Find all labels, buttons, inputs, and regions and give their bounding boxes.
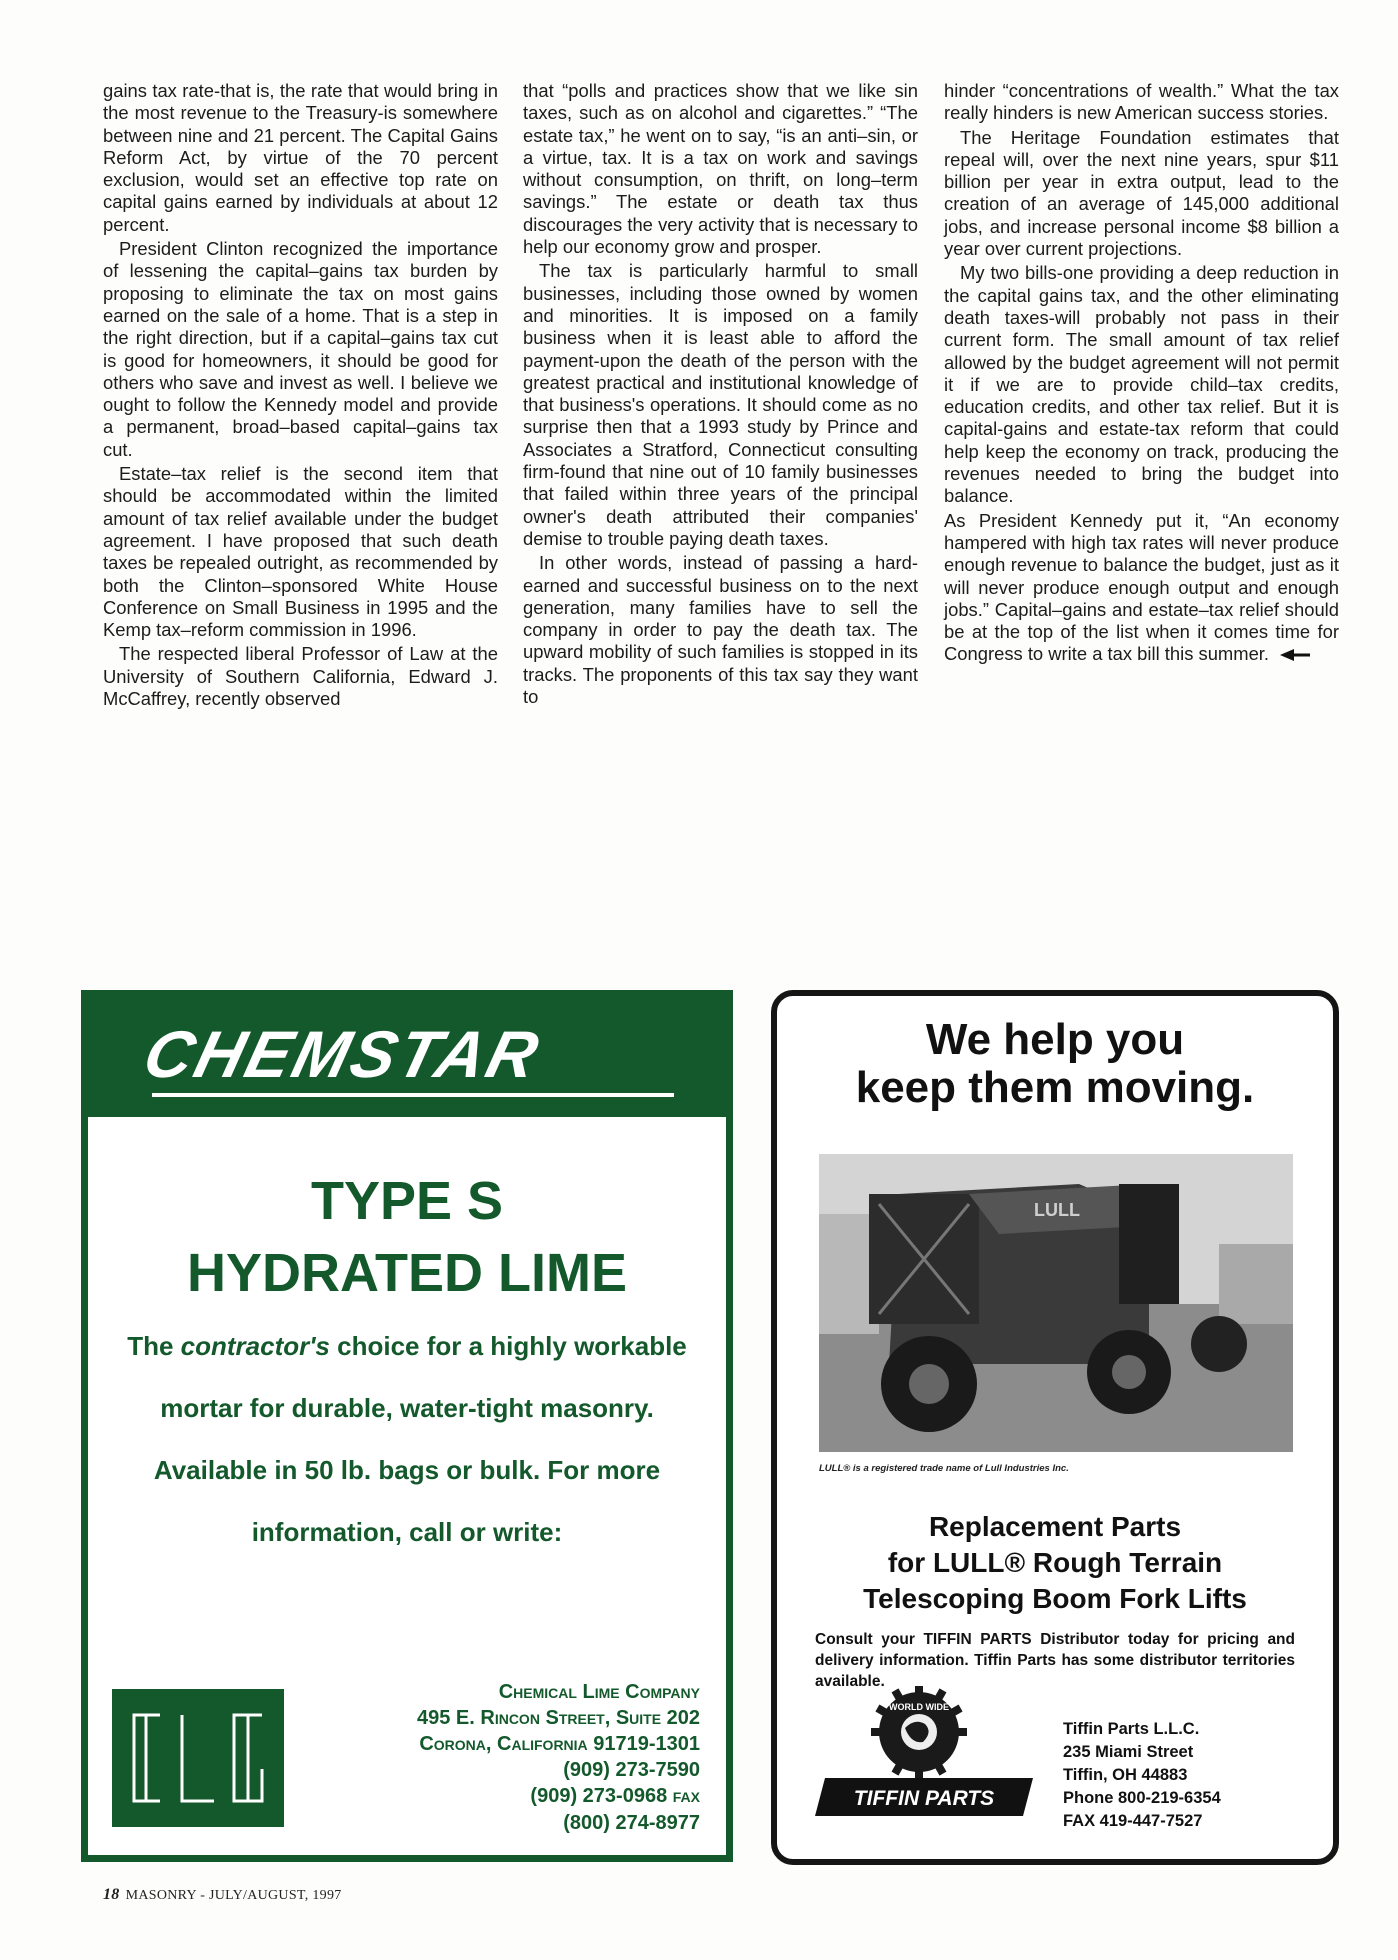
forklift-photo bbox=[819, 1154, 1293, 1452]
company-name: Tiffin Parts L.L.C. bbox=[1063, 1720, 1200, 1738]
ad-headline-line: keep them moving. bbox=[855, 1063, 1255, 1112]
ad-subhead bbox=[777, 1509, 1333, 1617]
paragraph: The tax is particularly harmful to small businesses, including those owned by women and minorities. It is imposed on a family business when it is least able to afford the payment-upon the death of the person with the greatest practical and institutional knowledge of that business's operations. It should come as no surprise then that a 1993 study by Prince and Associates a Stratford, Connecticut consulting firm-found that nine out of 10 family businesses that failed within three years of the principal owner's death attributed their companies' demise to trouble paying death taxes. bbox=[523, 260, 918, 549]
divider bbox=[152, 1093, 674, 1097]
chemstar-ad bbox=[81, 990, 733, 1862]
paragraph: that “polls and practices show that we like sin taxes, such as on alcohol and cigarettes.” “The estate tax,” he went on to say, “is an anti–sin, or a virtue, tax. It is a tax on work and savings without consumption, on thrift, on long–term savings.” The estate or death tax thus discourages the very activity that is necessary to help our economy grow and prosper. bbox=[523, 80, 918, 258]
tiffin-parts-logo bbox=[815, 1686, 1033, 1826]
logo-arc-text: WORLD WIDE bbox=[889, 1702, 949, 1712]
paragraph: The respected liberal Professor of Law at the University of Southern California, Edward J. McCaffrey, recently observed bbox=[103, 643, 498, 710]
fax-label: FAX bbox=[672, 1789, 700, 1805]
ad-body-text: choice for a highly workable mortar for durable, water-tight masonry. Available in 50 lb. bags or bulk. For more information, call or write: bbox=[153, 1331, 687, 1547]
street-address: 235 Miami Street bbox=[1063, 1743, 1194, 1761]
paragraph: gains tax rate-that is, the rate that would bring in the most revenue to the Treasury-is somewhere between nine and 21 percent. The Capital Gains Reform Act, by virtue of the 70 percent exclusion, would set an effective top rate on capital gains earned by individuals at about 12 percent. bbox=[103, 80, 498, 235]
chemstar-banner bbox=[88, 997, 726, 1117]
ad-subhead-line: for LULL® Rough Terrain bbox=[887, 1547, 1223, 1578]
ad-body-text: The bbox=[127, 1331, 181, 1361]
photo-caption: LULL® is a registered trade name of Lull Industries Inc. bbox=[819, 1463, 1069, 1474]
paragraph: hinder “concentrations of wealth.” What the tax really hinders is new American success stories. bbox=[944, 80, 1339, 124]
ad-headline-line: We help you bbox=[925, 1015, 1185, 1064]
fax-value: (909) 273-0968 bbox=[530, 1785, 668, 1807]
phone-number: (800) 274-8977 bbox=[563, 1812, 700, 1834]
company-name: Chemical Lime Company bbox=[498, 1681, 700, 1703]
ad-subhead-line: Replacement Parts bbox=[928, 1511, 1182, 1542]
city-address: Tiffin, OH 44883 bbox=[1063, 1766, 1188, 1784]
chemstar-logo: CHEMSTAR bbox=[136, 1017, 549, 1091]
clc-logo bbox=[112, 1689, 284, 1827]
paragraph: The Heritage Foundation estimates that repeal will, over the next nine years, spur $11 billion per year in extra output, lead to the creation of an average of 145,000 additional jobs, and increase personal income $8 billion a year over current projections. bbox=[944, 126, 1339, 260]
ad-title-line: HYDRATED LIME bbox=[187, 1243, 627, 1303]
article-column-3 bbox=[944, 80, 1339, 667]
fax-number bbox=[298, 1783, 700, 1810]
ad-title bbox=[88, 1165, 726, 1309]
paragraph: Estate–tax relief is the second item that should be accommodated within the limited amount of tax relief available under the budget agreement. I have proposed that such death taxes be repealed outright, as recommended by both the Clinton–sponsored White House Conference on Small Business in 1995 and the Kemp tax–reform commission in 1996. bbox=[103, 463, 498, 641]
paragraph: In other words, instead of passing a hard-earned and successful business on to the next generation, many families have to sell the company in order to pay the death tax. The upward mobility of such families is stopped in its tracks. The proponents of this tax say they want to bbox=[523, 552, 918, 708]
tiffin-parts-ad bbox=[771, 990, 1339, 1865]
article-column-1 bbox=[103, 80, 498, 712]
article-column-2 bbox=[523, 80, 918, 710]
fax-number: FAX 419-447-7527 bbox=[1063, 1812, 1203, 1830]
street-address: 495 E. Rincon Street, Suite 202 bbox=[417, 1707, 700, 1729]
paragraph: As President Kennedy put it, “An economy hampered with high tax rates will never produce enough revenue to balance the budget, just as it will never produce enough output and enough jobs.” Capital–gains and estate–tax relief should be at the top of the list when it comes time for Congress to write a tax bill this summer. bbox=[944, 509, 1339, 665]
paragraph: My two bills-one providing a deep reduction in the capital gains tax, and the other eliminating death taxes-will probably not pass in their current form. The small amount of tax relief allowed by the budget agreement will not permit it if we are to provide child–tax credits, education credits, and other tax relief. But it is capital-gains and estate-tax reform that could help keep the economy on track, producing the revenues needed to bring the budget into balance. bbox=[944, 262, 1339, 507]
chemstar-address bbox=[298, 1679, 700, 1836]
ad-title-line: TYPE S bbox=[310, 1171, 504, 1231]
ad-consult-text: Consult your TIFFIN PARTS Distributor today for pricing and delivery information. Tiffin Parts has some distributor territories available. bbox=[815, 1631, 1295, 1690]
end-mark-icon bbox=[1280, 644, 1310, 666]
machine-label: LULL bbox=[1034, 1200, 1080, 1220]
ad-headline bbox=[777, 1016, 1333, 1112]
publication-line: MASONRY - JULY/AUGUST, 1997 bbox=[125, 1888, 342, 1903]
page-number: 18 bbox=[103, 1886, 120, 1903]
paragraph: President Clinton recognized the importance of lessening the capital–gains tax burden by proposing to eliminate the tax on most gains earned on the sale of a home. That is a step in the right direction, but if a capital–gains tax cut is good for homeowners, it should be good for others who save and invest as well. I believe we ought to follow the Kennedy model and provide a permanent, broad–based capital–gains tax cut. bbox=[103, 238, 498, 460]
ad-subhead-line: Telescoping Boom Fork Lifts bbox=[863, 1583, 1247, 1614]
page-footer bbox=[103, 1886, 342, 1904]
phone-number: (909) 273-7590 bbox=[563, 1759, 700, 1781]
logo-name: TIFFIN PARTS bbox=[853, 1787, 995, 1810]
tiffin-address bbox=[1063, 1718, 1303, 1833]
city-address: Corona, California 91719-1301 bbox=[419, 1733, 700, 1755]
ad-body-emphasis: contractor's bbox=[180, 1331, 330, 1361]
phone-number: Phone 800-219-6354 bbox=[1063, 1789, 1221, 1807]
ad-body bbox=[108, 1315, 706, 1563]
